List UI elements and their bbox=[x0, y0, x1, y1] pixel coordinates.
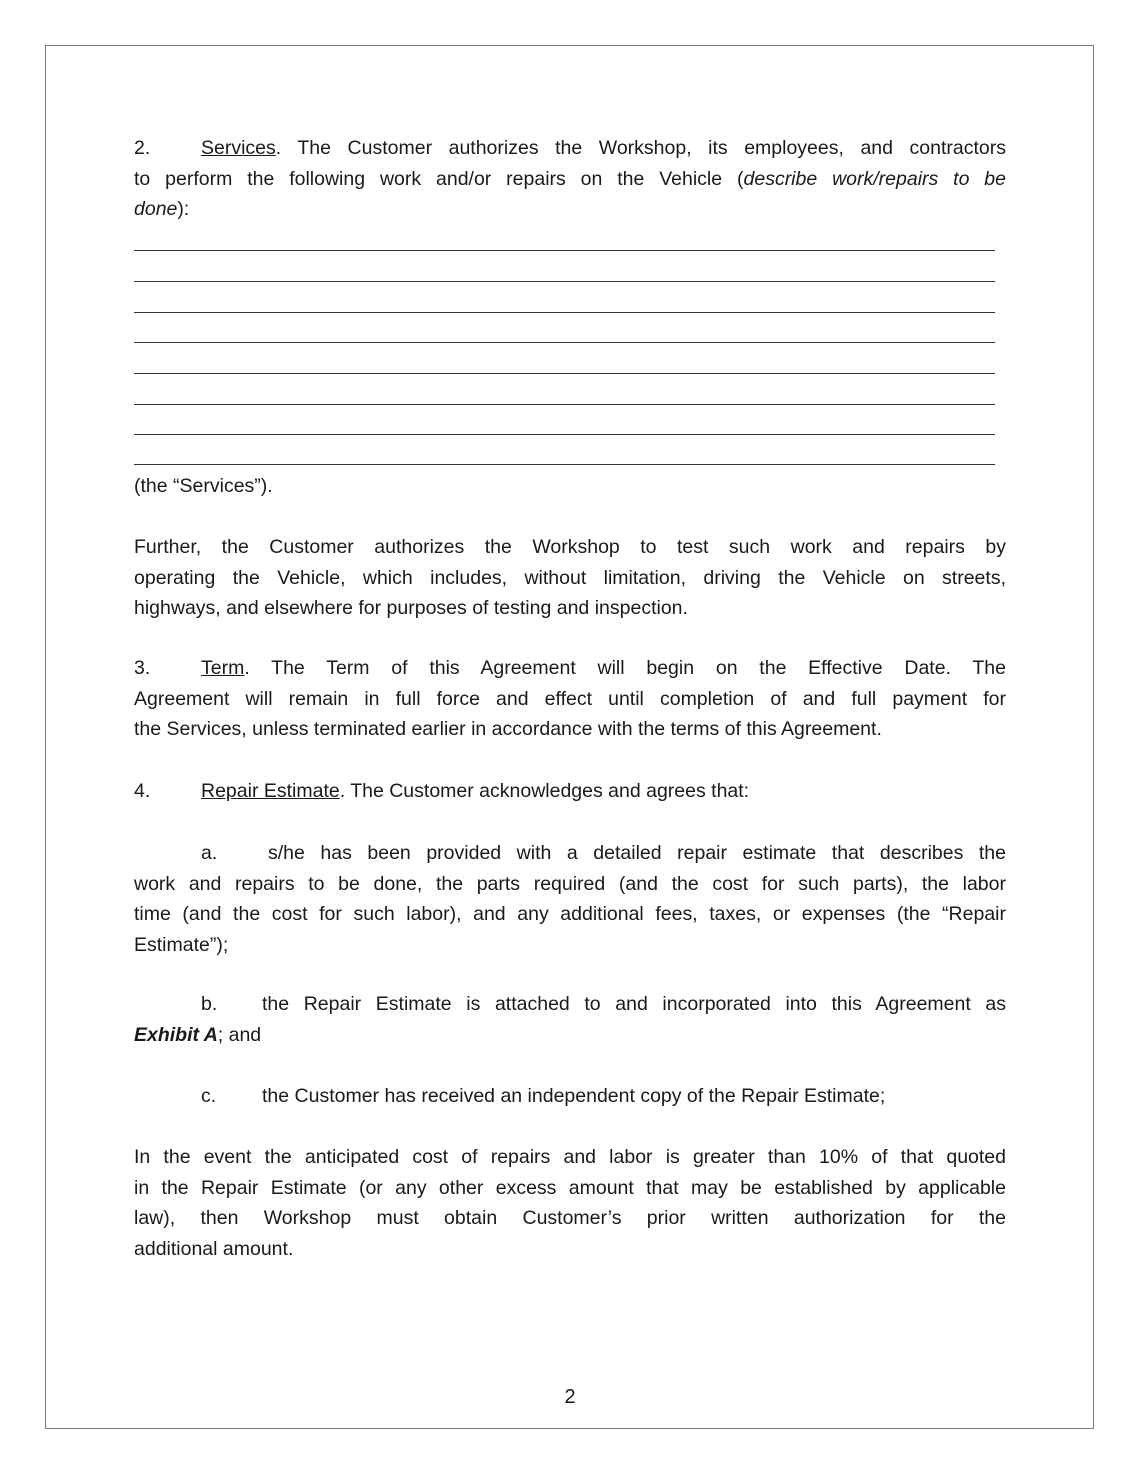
section-number: 4. bbox=[134, 780, 151, 802]
text: . The Customer authorizes the Workshop, its employees, and contractors bbox=[275, 137, 1006, 159]
text: . The Term of this Agreement will begin on the Effective Date. The bbox=[244, 657, 1006, 679]
item-a bbox=[134, 838, 1006, 960]
text: highways, and elsewhere for purposes of testing and inspection. bbox=[134, 597, 688, 619]
blank-line[interactable] bbox=[134, 312, 995, 313]
text: Further, the Customer authorizes the Workshop to test such work and repairs by bbox=[134, 536, 1006, 558]
text: time (and the cost for such labor), and any additional fees, taxes, or expenses (the “Repair bbox=[134, 903, 1006, 925]
item-label: c. bbox=[201, 1085, 217, 1107]
blank-line[interactable] bbox=[134, 404, 995, 405]
text-italic: done bbox=[134, 198, 178, 220]
text: to perform the following work and/or repairs on the Vehicle ( bbox=[134, 167, 744, 190]
text: . The Customer acknowledges and agrees that: bbox=[339, 780, 750, 802]
text: Agreement will remain in full force and effect until completion of and full payment for bbox=[134, 687, 1006, 710]
text: ; and bbox=[217, 1023, 262, 1046]
blank-line[interactable] bbox=[134, 281, 995, 282]
section-heading: Services bbox=[201, 137, 276, 159]
text: the Services, unless terminated earlier in accordance with the terms of this Agreement. bbox=[134, 718, 882, 740]
text: work and repairs to be done, the parts required (and the cost for such parts), the labor bbox=[134, 872, 1006, 895]
text: s/he has been provided with a detailed repair estimate that describes the bbox=[268, 842, 1006, 864]
blank-line[interactable] bbox=[134, 342, 995, 343]
section-number: 2. bbox=[134, 137, 151, 159]
text: Estimate”); bbox=[134, 933, 229, 956]
section-heading: Repair Estimate bbox=[201, 780, 340, 802]
text: law), then Workshop must obtain Customer’s prior written authorization for the bbox=[134, 1207, 1006, 1229]
item-label: b. bbox=[201, 993, 218, 1015]
section-heading: Term bbox=[201, 657, 245, 679]
item-label: a. bbox=[201, 842, 218, 864]
text: the Repair Estimate is attached to and incorporated into this Agreement as bbox=[262, 993, 1006, 1015]
section-number: 3. bbox=[134, 657, 151, 679]
text: In the event the anticipated cost of repairs and labor is greater than 10% of that quoted bbox=[134, 1146, 1006, 1168]
section-3-term bbox=[134, 653, 1006, 745]
text: ): bbox=[177, 198, 190, 220]
services-definition bbox=[134, 471, 1006, 502]
section-4-repair-estimate bbox=[134, 776, 1006, 807]
text: in the Repair Estimate (or any other excess amount that may be established by applicable bbox=[134, 1176, 1006, 1199]
blank-line[interactable] bbox=[134, 373, 995, 374]
item-c bbox=[134, 1081, 1006, 1112]
blank-line[interactable] bbox=[134, 434, 995, 435]
text: (the “Services”). bbox=[134, 475, 273, 497]
blank-line[interactable] bbox=[134, 250, 995, 251]
blank-line[interactable] bbox=[134, 464, 995, 465]
event-paragraph bbox=[134, 1142, 1006, 1264]
page-number: 2 bbox=[564, 1386, 576, 1408]
item-b bbox=[134, 989, 1006, 1050]
section-2-services bbox=[134, 133, 1006, 225]
text-italic: describe work/repairs to be bbox=[743, 167, 1006, 190]
text: additional amount. bbox=[134, 1237, 294, 1260]
exhibit-reference: Exhibit A bbox=[134, 1023, 218, 1046]
text: the Customer has received an independent copy of the Repair Estimate; bbox=[262, 1085, 886, 1107]
further-paragraph bbox=[134, 532, 1006, 624]
text: operating the Vehicle, which includes, without limitation, driving the Vehicle on streets, bbox=[134, 566, 1006, 589]
